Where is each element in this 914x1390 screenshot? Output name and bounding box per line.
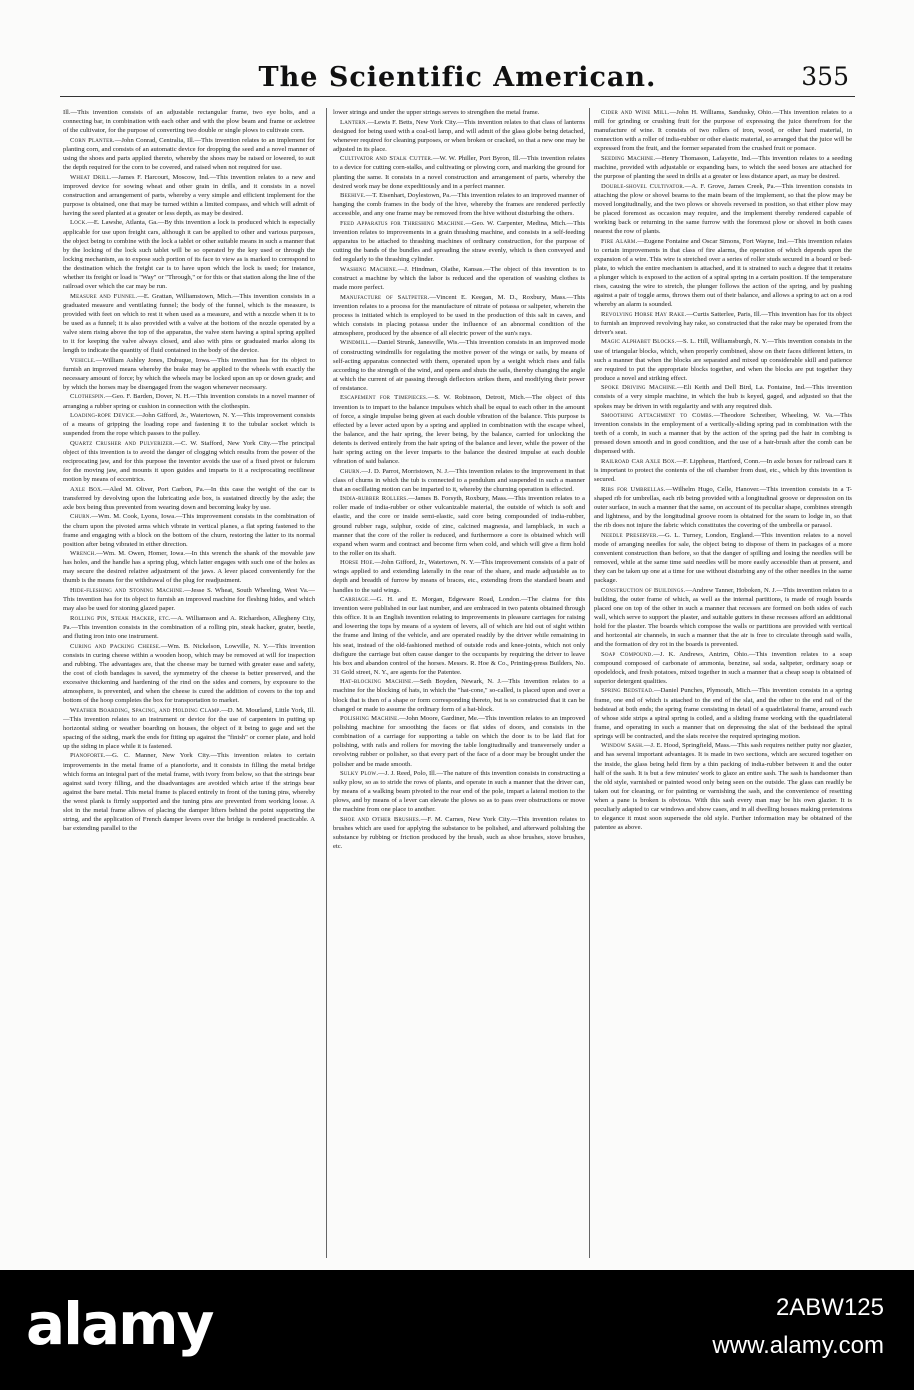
entry-heading: Magic Alphabet Blocks. [601,338,677,346]
entry-text: —J. Hindman, Olathe, Kansas.—The object of this invention is to construct a machine by which the labor is reduced and the operation of washing clothes is made more perfect. [333,265,585,291]
entry-heading: Double-shovel Cultivator. [601,182,685,190]
patent-entry [63,292,315,356]
patent-entry [63,218,315,291]
entry-text: —John Gifford, Jr., Watertown, N. Y.—This improvement consists of a pair of wings applied to and extending laterally in the rear of the share, and made adjustable as to depth and breadth of furrow by means of braces, etc., extending from the standard beam and handles to the said wings. [333,559,585,594]
entry-text: —T. Eisenhart, Doylestown, Pa.—This invention relates to an improved manner of hanging the comb frames in the body of the hive, whereby the frames are rendered perfectly accessible, and any one frame may be removed from the hive without disturbing the others. [333,192,585,218]
patent-entry [63,136,315,172]
entry-text: —F. M. Carnes, New York City.—This invention relates to brushes which are used for applying the substance to be polished, and afterward polishing the substance by rubbing or friction produced by the brush, such as shoe brushes, stove brushes, etc. [333,816,585,851]
entry-heading: Polishing Machine. [340,715,400,723]
entry-text: —James B. Forsyth, Roxbury, Mass.—This invention relates to a roller made of india-rubber or other vulcanizable material, the outside of which is soft and elastic, and the core or inside semi-elastic, said core being compounded of india-rubber, ground rubber rags, sulphur, oxide of zinc, calcined magnesia, and lampblack, in such a manner that the core of the roller is reduced, and furthermore a core is obtained which will expand when warm and contract and become firm when cold, and which will give a firm hold to the roller on its shaft. [333,495,585,557]
entry-text: —Daniel Punches, Plymouth, Mich.—This invention consists in a spring frame, one end of which is attached to the end of the slat, and the other to the end rail of the bedstead at both ends; the spring frame consisting in detail of a quadrilateral frame, around each of whose side strips a spiral spring is coiled, and a sliding frame working with the quadrilateral frame, and operating in such a manner that on depressing the slat of the bedstead the spiral springs will be contracted, and the slats receive the required springing motion. [594,687,852,740]
entry-heading: Lock. [70,219,88,227]
entry-heading: Washing Machine. [340,265,398,273]
entry-text: —Theodore Schreiber, Wheeling, W. Va.—This invention consists in the employment of a vertically-sliding spring pad in combination with the teeth of a comb, in such a manner that by the action of the spring pad the hair in combing is pressed down smooth and in good condition, and the use of a hair-brush after the comb can be dispensed with. [594,412,852,456]
entry-heading: Spoke Driving Machine. [601,384,677,392]
patent-entry [333,108,585,117]
entry-heading: Clothespin. [70,393,106,401]
entry-heading: Corn Planter. [70,136,115,144]
text-column-3 [594,108,852,1263]
entry-heading: Ribs for Umbrellas. [601,485,666,493]
patent-entry [333,815,585,851]
entry-heading: Axle Box. [70,485,103,493]
entry-text: —Wm. B. Nickelson, Lowville, N. Y.—This invention consists in curing cheese within a wooden hoop, which may be removed at will for inspection and rubbing. The advantages are, that the cheese may be turned with greater ease and safety, the cost of cloth bandages is saved, the symmetry of the cheese is better preserved, and the excessive thickening and hardening of the rind on the sides and corners, by exposure to the atmosphere, is prevented, and when the cheese is cured the addition of covers to the top and bottom of the hoop completes the box for transportation to market. [63,642,315,704]
patent-entry [63,485,315,512]
patent-entry [63,642,315,706]
entry-text: —Wm. M. Cook, Lyons, Iowa.—This improvement consists in the combination of the churn upon the pivoted arms which vibrate in vertical planes, a flat spring fastened to the frame and engaging with a block on the bottom of the churn, restoring the latter to its normal position after being vibrated in either direction. [63,513,315,548]
entry-heading: Beehive. [340,192,366,200]
entry-heading: Revolving Horse Hay Rake. [601,310,687,318]
site-url: www.alamy.com [712,1332,884,1359]
entry-text: lower strings and under the upper strings serves to strengthen the metal frame. [333,109,540,116]
patent-entry [63,614,315,641]
entry-heading: Weather Boarding, Spacing, and Holding Clamp. [70,706,222,714]
entry-text: —G. L. Turney, London, England.—This invention relates to a novel mode of arranging needles for sale, the object being to dispose of them in packages of a more convenient construction than before, so that the danger of spilling and losing the needles will be removed, while at the same time said needles will be more easily accessible than at present, and they can be taken up one at a time for use without disturbing any of the other needles in the same package. [594,531,852,584]
entry-heading: Seeding Machine. [601,154,656,162]
patent-entry [594,108,852,153]
text-column-2 [333,108,585,1263]
stock-photo-banner [0,1270,914,1390]
entry-text: —A. Williamson and A. Richardson, Allegheny City, Pa.—This invention consists in the combination of a rolling pin, steak hacker, grater, beetle, and fluting iron into one instrument. [63,614,315,640]
patent-entry [594,383,852,410]
patent-entry [594,310,852,337]
entry-text: —J. D. Parrot, Morristown, N. J.—This invention relates to the improvement in that class of churns in which the tub is connected to a pendulum and suspended in such a manner that an oscillating motion can be imparted to it, whereby the churning operation is effected. [333,467,585,493]
text-column-1 [63,108,315,1263]
column-divider [326,108,327,1258]
patent-entry [333,714,585,768]
patent-entry [333,293,585,338]
entry-text: —C. W. Stafford, New York City.—The principal object of this invention is to avoid the danger of clogging which results from the power of the reciprocating jaw, and for this purpose the inventor avoids the use of a fixed pivot or fulcrum for the moving jaw, and mounts it upon guides and imparts to it a reciprocating rectilinear motion by means of eccentrics. [63,439,315,484]
entry-heading: Windmill. [340,339,371,347]
entry-heading: Rolling Pin, Steak Hacker, etc. [70,614,171,622]
patent-entry [594,741,852,832]
patent-entry [333,265,585,292]
entry-heading: India-rubber Rollers. [340,495,409,503]
entry-text: —John H. Williams, Sandusky, Ohio.—This invention relates to a mill for grinding or crushing fruit for the purpose of expressing the juice therefrom for the manufacture of wine. It consists of two rollers of iron, wood, or other hard material, in connection with a roller of india-rubber or other elastic material, so arranged that the juice will be expressed from the fruit, and the former separated from the crushed fruit or pomace. [594,109,852,153]
patent-entry [333,494,585,558]
patent-entry [333,467,585,494]
entry-heading: Measure and Funnel. [70,292,138,300]
entry-text: —Eli Keith and Dell Bird, La. Fontaine, Ind.—This invention consists of a very simple machine, in which the hub is keyed, gaged, and adjusted so that the spokes may be driven in with regularity and with any required dish. [594,384,852,410]
page-number: 355 [801,62,849,91]
column-divider [589,108,590,1258]
patent-entry [333,191,585,218]
patent-entry [63,439,315,484]
entry-text: Ill.—This invention consists of an adjustable rectangular frame, two eye bolts, and a connecting bar, in combination with each other and with the plow beam and frame or axletree of the cultivator, for the purpose of converting two double or single plows to cultivate corn. [63,109,315,135]
entry-text: —E. Grattan, Williamstown, Mich.—This invention consists in a graduated measure and ventilating funnel; the body of the funnel, which is the measure, is provided with feet on which to rest it when used as a measure, and with a nozzle when it is to be used as a funnel; it is also provided with a valve at the bottom of the nozzle operated by a valve stem rising above the top of the apparatus, the valve stem having a spiral spring applied to it for keeping the valve always closed, and also with pins or graduated marks along its length to indicate the quantity of fluid contained in the body of the device. [63,292,315,355]
entry-text: —S. W. Robinson, Detroit, Mich.—The object of this invention is to impart to the balance impulses which shall be equal to each other in the amount of force, a single impulse being given at each double vibration of the balance. This purpose is effected by a lever acted upon by a spring and applied in combination with the escape wheel, the balance, and the hair spring, the lever being, by the balance, carried for unlocking the detents is derived entirely from the hair spring of the balance and lever, while the power of the hair spring acting on the lever imparts to the balance the desired impulse at each double vibration of said balance. [333,394,585,465]
entry-heading: Escapement for Timepieces. [340,394,428,402]
entry-text: —S. L. Hill, Williamsburgh, N. Y.—This invention consists in the use of triangular blocks, which, when properly combined, show on their faces different letters, in such a manner that when the blocks are separated and mixed up considerable skill and patience are required to put the appropriate blocks together, and when the blocks are put together they produce a novel and striking effect. [594,338,852,382]
patent-entry [333,677,585,713]
patent-entry [63,751,315,833]
entry-heading: Feed Apparatus for Threshing Machine. [340,219,466,227]
entry-heading: Manufacture of Saltpeter. [340,293,430,301]
entry-heading: Vehicle. [70,356,96,364]
entry-text: —Geo. F. Barden, Dover, N. H.—This invention consists in a novel manner of arranging a rubber spring or cushion in connection with the clothespin. [63,393,315,410]
entry-text: —Vincent E. Keegan, M. D., Roxbury, Mass.—This invention relates to a process for the manufacture of nitrate of potassa or saltpeter, wherein the process is initiated which is employed to be used in the production of this salt in caves, and which consists in placing potassa under the influence of an abnormal condition of the atmosphere, produced by the absence of all electric power of the sun's rays. [333,293,585,337]
entry-text: —Lewis F. Betts, New York City.—This invention relates to that class of lanterns designed for being used with a coal-oil lamp, and will admit of the glass globe being detached, whenever required for cleaning purposes, or when broken or cracked, so that a new one may be adjusted in its place. [333,118,585,153]
patent-entry [594,182,852,236]
patent-entry [594,337,852,382]
entry-heading: Smoothing Attachment to Combs. [601,412,714,420]
entry-heading: Window Sash. [601,742,644,750]
patent-entry [333,769,585,814]
image-id: 2ABW125 [775,1294,884,1321]
entry-text: —J. J. Reed, Polo, Ill.—The nature of this invention consists in constructing a sulky plow, so as to stride the rows of plants, and operate in such a manner that the driver can, by means of a walking beam pivoted to the rear end of the pole, impart a lateral motion to the plows, and by means of a lever can elevate the plows so as to pass over obstructions or move the machine from one place to another. [333,770,585,814]
entry-heading: Cultivator and Stalk Cutter. [340,155,433,163]
patent-entry [594,457,852,484]
patent-entry [63,356,315,392]
entry-heading: Wrench. [70,550,97,558]
patent-entry [333,595,585,677]
entry-text: —Seth Boyden, Newark, N. J.—This invention relates to a machine for the blocking of hats, in which the "hat-cone," so-called, is placed upon and over a block that is then of a shape or form corresponding thereto, but is so constructed that it can be changed or made to assume the ordinary form of a hat-block. [333,678,585,713]
entry-text: —James F. Harcourt, Moscow, Ind.—This invention relates to a new and improved device for sowing wheat and other grain in drills, and it consists in a novel construction and arrangement of parts, whereby a very simple and efficient implement for the purpose is obtained, one that may be turned within a limited compass, and which will admit of having the seed planted at a greater or less depth, as may be desired. [63,173,315,217]
entry-heading: Railroad Car Axle Box. [601,457,677,465]
entry-text: —J. K. Andrews, Antrim, Ohio.—This invention relates to a soap compound composed of carbonate of ammonia, benzine, sal soda, saltpeter, ordinary soap or opodeldock, and fresh potatoes, mixed together in such a manner that a cheap soap is obtained of superior detergent qualities. [594,650,852,685]
entry-text: —E. Lawshe, Atlanta, Ga.—By this invention a lock is produced which is especially applicable for use upon freight cars, although it can be applied to other and various purposes, the object being to combine with the lock a tablet or other suitable means in such a manner that by the locking of the lock such tablet will be so operated by the key used or through the locking mechanism, as to expose such portion of its face to view as is marked to correspond to the destination which the freight car is to have upon which the lock is used; for instance, whether its freight or load is "Way" or "Through," or for this or that station along the line of the railroad over which the car may be run. [63,219,315,290]
patent-entry [594,531,852,585]
patent-entry [333,118,585,154]
entry-text: —Andrew Tanner, Hoboken, N. J.—This invention relates to a building, the outer frame of which, as well as the internal partitions, is made of rough boards placed one on top of the other in such a manner that recesses are formed on both sides of each wall, which serve to support the plaster, and suitable gutters in these recesses afford an additional hold for the plaster. The boards which compose the walls or partitions are provided with vertical and horizontal air channels, in such a manner that the air is free to circulate through said walls, and the formation of dry rot in the boards is prevented. [594,586,852,649]
entry-text: —John Conrad, Centralia, Ill.—This invention relates to an implement for planting corn, and consists of an automatic device for dropping the seed and a novel manner of using the shoes and parts applied thereto, whereby the shoes may be raised or lowered, to suit the depth required for the corn to be covered, and raised when not required for use. [63,136,315,171]
entry-heading: Soap Compound. [601,650,654,658]
entry-heading: Carriage. [340,596,371,604]
patent-entry [333,558,585,594]
entry-heading: Spring Bedstead. [601,687,655,695]
entry-text: —G. H. and E. Morgan, Edgeware Road, London.—The claims for this invention were published in our last number, and are embraced in two patents obtained through this office. It is an English invention relating to improvements in pleasure carriages for raising and lowering the tops by means of a system of levers, all of which are hid out of sight within the frame and lining of the vehicle, and are operated readily by the driver while remaining in his seat, instead of the old-fashioned method of outside rods and knee-joints, which not only disfigure the carriage but often cause danger to the occupants by requiring the driver to leave his box and abandon control of the horses. Messrs. R. Hoe & Co., Printing-press Builders, No. 31 Gold street, N. Y., are agents for the Patentee. [333,596,585,676]
entry-text: —Henry Thomason, Lafayette, Ind.—This invention relates to a seeding machine, provided with adjustable or expanding bars, to which the seed boxes are attached for the purpose of planting the seed in drills at a greater or less distance apart, as may be desired. [594,154,852,181]
entry-text: —Daniel Strunk, Janesville, Wis.—This invention consists in an improved mode of constructing windmills for regulating the motive power of the wings or sails, by means of self-acting apparatus connected with them, operated upon by a weight which rises and falls according to the strength of the wind, and opens and shuts the sails, thereby changing the angle at which the current of air passing through deflectors strikes them, and modifying their power of resistance. [333,339,585,392]
entry-heading: Fire Alarm. [601,237,638,245]
entry-text: —John Moore, Gardiner, Me.—This invention relates to an improved polishing machine for smoothing the faces or flat sides of doors, and consists in the combination of a carriage for supporting a table on which the door is to be laid flat for polishing, with rails and rollers for moving the table longitudinally and transversely under a revolving rubber or polisher, so that every part of the face of a door may be brought under the polisher and be made smooth. [333,715,585,768]
entry-heading: Quartz Crusher and Pulverizer. [70,439,175,447]
patent-entry [594,237,852,310]
entry-text: —William Ashley Jones, Dubuque, Iowa.—This invention has for its object to furnish an improved means whereby the brake may be applied to the wheels with exactly the necessary amount of force; by which the wheels may be locked upon an up or down grade; and by which the horses may be disengaged from the wagon whenever necessary. [63,356,315,391]
patent-entry [63,108,315,135]
patent-entry [333,393,585,466]
entry-text: —Wilhelm Hugo, Celle, Hanover.—This invention consists in a T-shaped rib for umbrellas, each rib being provided with a longitudinal groove or depression on its outer surface, in such a manner that the same, on account of its peculiar shape, combines strength and lightness, and by the longitudinal groove room is obtained for the seam to lodge in, so that the rib does not injure the fabric which constitutes the covering of the umbrella or parasol. [594,485,852,530]
entry-heading: Churn. [340,467,362,475]
entry-heading: Churn. [70,513,92,521]
entry-heading: Pianoforte. [70,752,106,760]
entry-text: —Wm. M. Owen, Homer, Iowa.—In this wrench the shank of the movable jaw has holes, and the handle has a spring plug, which latter engages with such one of the holes as may secure the desired relative adjustment of the jaws. A lever placed conveniently for the thumb is the means for the withdrawal of the plug for readjustment. [63,550,315,585]
brand-logo: alamy [26,1290,213,1358]
entry-text: —F. Lippheus, Hartford, Conn.—In axle boxes for railroad cars it is important to protect the contents of the oil chamber from dust, etc., which by this invention is secured. [594,457,852,484]
patent-entry [63,586,315,613]
patent-entry [333,154,585,190]
patent-entry [594,485,852,530]
entry-text: —Jesse S. Wheat, South Wheeling, West Va.—This invention has for its object to furnish an improved machine for fleshing hides, and which may also be used for stoning glazed paper. [63,587,315,613]
entry-text: —A. F. Grove, James Creek, Pa.—This invention consists in attaching the plow or shovel beams to the main beam of the implement, so that the plow may be moved longitudinally, and the two plows or shovels reversed in position, so that either plow may be placed foremost as occasion may require, and the implement thereby rendered capable of working back or returning in the same furrow with the foremost plow or shovel in both cases nearest the row of plants. [594,182,852,236]
entry-text: —D. M. Mourland, Little York, Ill.—This invention relates to an instrument or device for the use of carpenters in putting up horizontal siding or weather boarding on houses, the object of it being to gage and set the spacing of the siding, mark the ends for fitting up against the "finish" or corner plate, and hold up the siding in place while it is fastened. [63,706,315,750]
entry-heading: Horse Hoe. [340,559,375,567]
entry-text: —J. E. Hood, Springfield, Mass.—This sash requires neither putty nor glazier, and has several important advantages. It is made in two sections, which are secured together on the inside, the glass being held firm by a thin packing of india-rubber between it and the outer half of the sash. It is but a few minutes' work to glaze an entire sash. The sash is handsomer than the old style, varnished or painted wood only being seen on the outside. The glass can readily be taken out for cleaning, or for painting or varnishing the sash, and the convenience of resetting when a pane is broken is obvious. With this sash every man may be his own glazier. It is peculiarly adapted to car windows and show cases, and in all dwelling houses making pretensions to elegance it must soon supersede the old style. Further information may be obtained of the patentee as above. [594,742,852,832]
entry-heading: Loading-rope Device. [70,412,136,420]
entry-text: —W. W. Philler, Port Byron, Ill.—This invention relates to a device for cutting corn-stalks, and cultivating or plowing corn, and marking the ground for planting the same. It consists in a novel construction and arrangement of parts, whereby the desired work may be done expeditiously and in a perfect manner. [333,155,585,190]
entry-heading: Curing and Packing Cheese. [70,642,161,650]
patent-entry [63,512,315,548]
patent-entry [63,549,315,585]
patent-entry [63,706,315,751]
entry-text: —Curtis Satterlee, Paris, Ill.—This invention has for its object to furnish an improved revolving hay rake, so constructed that the rake may be operated from the driver's seat. [594,310,852,336]
entry-heading: Shoe and Other Brushes. [340,816,421,824]
entry-heading: Needle Preserver. [601,531,659,539]
entry-text: —G. C. Manner, New York City.—This invention relates to certain improvements in the metal frame of a pianoforte, and it consists in filling the metal bridge which forms an integral part of the metal frame, with ivory from below, so that the strings bear against said ivory filling, and the disadvantages are avoided which arise if the strings bear against the bare metal. This metal frame is placed entirely in front of the tuning pins, whereby the wrest plank is firmly supported and the tuning pins are prevented from working loose. A slot in the metal frame allows of placing the damper lifters behind the point supporting the string, and the application of French damper levers over the bridge is rendered practicable. A bar extending parallel to the [63,752,315,833]
masthead [60,58,855,98]
entry-heading: Sulky Plow. [340,770,379,778]
patent-entry [333,338,585,392]
entry-heading: Hide-fleshing and Stoning Machine. [70,587,185,595]
entry-heading: Construction of Buildings. [601,586,686,594]
entry-text: —Aled M. Oliver, Port Carbon, Pa.—In this case the weight of the car is transferred by devolving upon the lubricating axle box, is sustained directly by the axle; the axle box being thus prevented from wearing down and becoming leaky by use. [63,485,315,511]
patent-entry [63,411,315,438]
entry-heading: Cider and Wine Mill. [601,109,670,116]
entry-text: —Geo. W. Carpenter, Medina, Mich.—This invention relates to improvements in a grain thrashing machine, and consists in a self-feeding apparatus to be attached to thrashing machines of ordinary construction, for the purpose of cutting the bands of the bundles and spreading the straw evenly, which is then conveyed and fed regularly to the thrashing cylinder. [333,219,585,264]
entry-heading: Wheat Drill. [70,173,112,181]
patent-entry [594,650,852,686]
patent-entry [333,219,585,264]
entry-heading: Lantern. [340,118,368,126]
entry-heading: Hat-blocking Machine. [340,678,414,686]
patent-entry [594,154,852,181]
entry-text: —John Gifford, Jr., Watertown, N. Y.—This improvement consists of a means of gripping the loading rope and fastening it to the tubular socket which is suspended from the rope which passes to the pulley. [63,412,315,438]
entry-text: —Eugene Fontaine and Oscar Simons, Fort Wayne, Ind.—This invention relates to certain improvements in that class of fire alarms, the operation of which depends upon the expansion of a wire. This wire is stretched over a series of roller studs secured in a board or bed-plate, to which the entire mechanism is attached, and it is strained to such a degree that it retains a plunger which is exposed to the action of a spiral spring in a certain position. If the temperature rises, causing the wire to stretch, the plunger follows the action of the spring, and by pushing against a pair of toggle arms, throws them out of their balance, and allows a spring to act on a rod whereby an alarm is sounded. [594,237,852,309]
patent-entry [594,686,852,740]
publication-title: The Scientific American. [258,62,657,93]
patent-entry [594,586,852,650]
patent-entry [63,392,315,410]
patent-entry [63,173,315,218]
patent-entry [594,411,852,456]
masthead-rule [60,96,855,97]
